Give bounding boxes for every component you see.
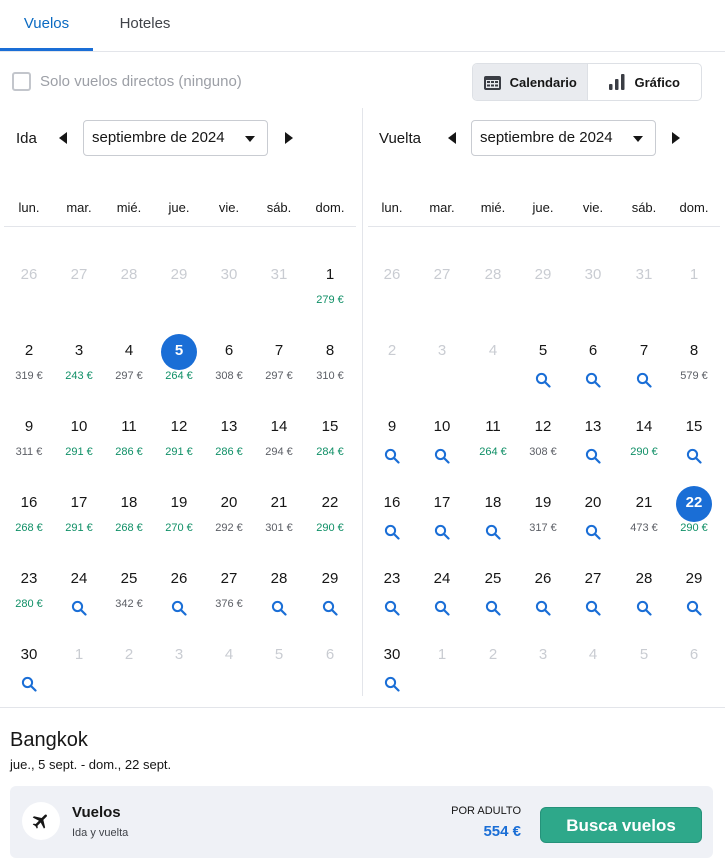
search-flights-button[interactable]: Busca vuelos: [540, 807, 702, 843]
return-month-select[interactable]: [471, 120, 656, 156]
day-price: 292 €: [215, 522, 243, 534]
day-cell: [417, 258, 467, 328]
day-number: 5: [161, 334, 197, 370]
day-number: 29: [170, 266, 188, 283]
day-number: 26: [383, 266, 401, 283]
day-number: 22: [321, 494, 339, 511]
return-calendar-header: [363, 120, 723, 156]
day-price: 310 €: [316, 370, 344, 382]
day-number: 29: [685, 570, 703, 587]
day-price: 319 €: [15, 370, 43, 382]
day-number: 31: [270, 266, 288, 283]
day-number: 1: [74, 646, 84, 663]
day-price: 311 €: [15, 446, 43, 458]
weekday-label: mié.: [480, 200, 506, 215]
day-cell: [54, 638, 104, 708]
day-number: 12: [170, 418, 188, 435]
search-icon[interactable]: [585, 524, 601, 540]
day-cell[interactable]: [54, 486, 104, 556]
day-cell: [468, 258, 518, 328]
graph-view-label: Gráfico: [634, 74, 680, 90]
weekday-label: mié.: [116, 200, 142, 215]
day-cell[interactable]: [154, 410, 204, 480]
day-cell[interactable]: [669, 334, 719, 404]
day-cell[interactable]: [305, 258, 355, 328]
day-cell[interactable]: [417, 486, 467, 556]
day-cell[interactable]: [154, 562, 204, 632]
day-number: 3: [437, 342, 447, 359]
calendar-icon: [483, 74, 502, 91]
next-month-icon[interactable]: [669, 130, 683, 146]
day-cell[interactable]: [4, 334, 54, 404]
day-number: 25: [484, 570, 502, 587]
weekday-label: lun.: [381, 200, 403, 215]
weekday-label: sáb.: [631, 200, 657, 215]
day-price: 290 €: [316, 522, 344, 534]
day-price: 286 €: [215, 446, 243, 458]
weekday-label: vie.: [582, 200, 604, 215]
day-number: 21: [270, 494, 288, 511]
day-number: 18: [484, 494, 502, 511]
day-number: 2: [387, 342, 397, 359]
day-cell[interactable]: [4, 486, 54, 556]
destination-title: Bangkok: [10, 729, 88, 751]
trip-dates: jue., 5 sept. - dom., 22 sept.: [10, 757, 172, 772]
day-cell: [367, 334, 417, 404]
day-number: 9: [387, 418, 397, 435]
day-cell[interactable]: [104, 486, 154, 556]
day-number: 7: [639, 342, 649, 359]
day-cell: [669, 638, 719, 708]
day-cell[interactable]: [568, 410, 618, 480]
day-cell: [518, 638, 568, 708]
day-price: 308 €: [215, 370, 243, 382]
direct-flights-filter[interactable]: [12, 70, 242, 92]
day-number: 27: [70, 266, 88, 283]
day-number: 3: [174, 646, 184, 663]
day-number: 11: [121, 418, 137, 435]
day-cell[interactable]: [568, 486, 618, 556]
day-cell: [204, 258, 254, 328]
day-cell[interactable]: [619, 562, 669, 632]
day-cell[interactable]: [417, 410, 467, 480]
day-number: 26: [20, 266, 38, 283]
day-cell: [568, 258, 618, 328]
day-cell[interactable]: [104, 410, 154, 480]
day-number: 14: [270, 418, 288, 435]
day-number: 3: [74, 342, 84, 359]
day-cell[interactable]: [568, 334, 618, 404]
day-cell[interactable]: [619, 334, 669, 404]
day-number: 26: [170, 570, 188, 587]
search-icon[interactable]: [384, 448, 400, 464]
day-cell[interactable]: [254, 410, 304, 480]
day-cell[interactable]: [204, 334, 254, 404]
day-number: 7: [274, 342, 284, 359]
search-icon[interactable]: [636, 600, 652, 616]
day-number: 16: [383, 494, 401, 511]
search-icon[interactable]: [71, 600, 87, 616]
day-cell[interactable]: [4, 410, 54, 480]
day-price: 291 €: [165, 446, 193, 458]
day-cell[interactable]: [568, 562, 618, 632]
day-cell[interactable]: [305, 486, 355, 556]
next-month-icon[interactable]: [282, 130, 296, 146]
day-cell: [568, 638, 618, 708]
day-number: 5: [538, 342, 548, 359]
day-cell-selected[interactable]: [669, 486, 719, 556]
plane-icon: [22, 802, 60, 840]
day-number: 4: [224, 646, 234, 663]
prev-month-icon[interactable]: [445, 130, 459, 146]
day-number: 4: [488, 342, 498, 359]
day-number: 20: [584, 494, 602, 511]
day-number: 12: [534, 418, 552, 435]
product-title: Vuelos: [72, 804, 121, 821]
direct-flights-label: Solo vuelos directos (ninguno): [40, 72, 242, 90]
search-icon[interactable]: [485, 524, 501, 540]
day-number: 9: [24, 418, 34, 435]
chevron-down-icon: [633, 136, 643, 142]
weekday-label: dom.: [315, 200, 345, 215]
outbound-month-select[interactable]: [83, 120, 268, 156]
product-subtitle: Ida y vuelta: [72, 827, 129, 839]
flight-summary-card: [10, 786, 713, 858]
calendar-view-label: Calendario: [509, 74, 577, 90]
day-cell[interactable]: [104, 334, 154, 404]
day-price: 290 €: [680, 522, 708, 534]
search-icon[interactable]: [21, 676, 37, 692]
day-number: 17: [70, 494, 88, 511]
day-number: 18: [120, 494, 138, 511]
day-cell[interactable]: [204, 562, 254, 632]
day-cell: [518, 258, 568, 328]
day-cell[interactable]: [518, 410, 568, 480]
day-cell[interactable]: [367, 410, 417, 480]
day-number: 28: [120, 266, 138, 283]
day-number: 2: [488, 646, 498, 663]
day-number: 27: [433, 266, 451, 283]
search-icon[interactable]: [322, 600, 338, 616]
calendar-view-button[interactable]: [473, 64, 588, 100]
tab-vuelos[interactable]: Vuelos: [0, 0, 93, 51]
day-number: 6: [588, 342, 598, 359]
day-number: 30: [220, 266, 238, 283]
calendar-divider: [362, 108, 363, 696]
day-price: 294 €: [265, 446, 293, 458]
day-price: 243 €: [65, 370, 93, 382]
chevron-down-icon: [245, 136, 255, 142]
search-icon[interactable]: [585, 448, 601, 464]
day-number: 15: [685, 418, 703, 435]
day-number: 1: [325, 266, 335, 283]
day-number: 19: [170, 494, 188, 511]
tab-hoteles[interactable]: Hoteles: [119, 15, 171, 32]
day-cell[interactable]: [254, 486, 304, 556]
weekday-divider: [4, 226, 356, 227]
day-cell[interactable]: [619, 410, 669, 480]
search-icon[interactable]: [171, 600, 187, 616]
day-price: 284 €: [316, 446, 344, 458]
day-price: 264 €: [479, 446, 507, 458]
day-cell[interactable]: [154, 486, 204, 556]
day-number: 27: [584, 570, 602, 587]
day-price: 376 €: [215, 598, 243, 610]
top-tabs: [0, 0, 725, 52]
day-number: 16: [20, 494, 38, 511]
day-number: 8: [325, 342, 335, 359]
day-number: 2: [24, 342, 34, 359]
search-icon[interactable]: [434, 448, 450, 464]
weekday-label: jue.: [168, 200, 190, 215]
day-cell[interactable]: [54, 410, 104, 480]
day-cell[interactable]: [518, 562, 568, 632]
day-price: 280 €: [15, 598, 43, 610]
search-icon[interactable]: [384, 676, 400, 692]
weekday-label: jue.: [532, 200, 554, 215]
day-cell: [468, 638, 518, 708]
day-number: 28: [270, 570, 288, 587]
day-cell[interactable]: [54, 334, 104, 404]
search-icon[interactable]: [585, 372, 601, 388]
day-cell[interactable]: [305, 562, 355, 632]
weekday-label: sáb.: [266, 200, 292, 215]
day-number: 6: [224, 342, 234, 359]
section-divider: [0, 707, 725, 708]
outbound-month-value: septiembre de 2024: [92, 129, 225, 146]
day-cell[interactable]: [518, 486, 568, 556]
day-cell[interactable]: [417, 562, 467, 632]
day-number: 17: [433, 494, 451, 511]
total-price: 554 €: [483, 823, 521, 840]
day-price: 291 €: [65, 446, 93, 458]
day-number: 24: [433, 570, 451, 587]
day-cell[interactable]: [468, 410, 518, 480]
day-price: 342 €: [115, 598, 143, 610]
day-cell: [4, 258, 54, 328]
day-price: 270 €: [165, 522, 193, 534]
search-icon[interactable]: [535, 372, 551, 388]
day-number: 25: [120, 570, 138, 587]
day-number: 21: [635, 494, 653, 511]
day-cell[interactable]: [669, 410, 719, 480]
return-month-value: septiembre de 2024: [480, 129, 613, 146]
day-cell[interactable]: [4, 562, 54, 632]
day-cell[interactable]: [367, 562, 417, 632]
day-cell: [204, 638, 254, 708]
day-cell: [468, 334, 518, 404]
weekday-divider: [368, 226, 720, 227]
day-cell: [305, 638, 355, 708]
day-number: 13: [220, 418, 238, 435]
graph-view-button[interactable]: [588, 64, 702, 100]
day-cell-selected[interactable]: [154, 334, 204, 404]
day-number: 26: [534, 570, 552, 587]
day-cell: [669, 258, 719, 328]
day-number: 15: [321, 418, 339, 435]
day-price: 291 €: [65, 522, 93, 534]
day-number: 19: [534, 494, 552, 511]
day-number: 4: [588, 646, 598, 663]
day-cell[interactable]: [204, 410, 254, 480]
day-number: 22: [676, 486, 712, 522]
day-price: 317 €: [529, 522, 557, 534]
day-cell[interactable]: [669, 562, 719, 632]
search-icon[interactable]: [384, 600, 400, 616]
day-cell: [154, 638, 204, 708]
day-price: 297 €: [115, 370, 143, 382]
day-number: 30: [20, 646, 38, 663]
day-cell: [54, 258, 104, 328]
day-number: 13: [584, 418, 602, 435]
day-cell[interactable]: [204, 486, 254, 556]
day-number: 10: [70, 418, 88, 435]
day-number: 31: [635, 266, 653, 283]
day-cell: [417, 638, 467, 708]
weekday-label: lun.: [18, 200, 40, 215]
day-number: 30: [584, 266, 602, 283]
weekday-label: dom.: [679, 200, 709, 215]
day-cell[interactable]: [254, 562, 304, 632]
weekday-label: mar.: [66, 200, 92, 215]
day-cell[interactable]: [305, 334, 355, 404]
direct-flights-checkbox[interactable]: [12, 72, 31, 91]
day-price: 264 €: [165, 370, 193, 382]
day-number: 29: [534, 266, 552, 283]
search-icon[interactable]: [434, 600, 450, 616]
day-cell: [104, 258, 154, 328]
search-icon[interactable]: [636, 372, 652, 388]
day-number: 11: [485, 418, 501, 435]
search-icon[interactable]: [535, 600, 551, 616]
day-number: 10: [433, 418, 451, 435]
day-number: 28: [635, 570, 653, 587]
day-cell[interactable]: [54, 562, 104, 632]
day-cell[interactable]: [254, 334, 304, 404]
day-price: 579 €: [680, 370, 708, 382]
day-price: 268 €: [115, 522, 143, 534]
day-number: 14: [635, 418, 653, 435]
day-cell: [619, 638, 669, 708]
day-number: 6: [689, 646, 699, 663]
day-cell: [104, 638, 154, 708]
day-cell[interactable]: [518, 334, 568, 404]
weekday-label: mar.: [429, 200, 455, 215]
day-number: 2: [124, 646, 134, 663]
search-icon[interactable]: [585, 600, 601, 616]
day-number: 27: [220, 570, 238, 587]
plane-icon-glyph: [31, 811, 51, 831]
bar-chart-icon: [608, 73, 626, 91]
day-number: 24: [70, 570, 88, 587]
day-number: 4: [124, 342, 134, 359]
view-toggle: [472, 63, 702, 101]
day-cell: [619, 258, 669, 328]
day-number: 5: [639, 646, 649, 663]
day-price: 473 €: [630, 522, 658, 534]
day-number: 3: [538, 646, 548, 663]
day-cell[interactable]: [4, 638, 54, 708]
day-price: 286 €: [115, 446, 143, 458]
day-cell[interactable]: [305, 410, 355, 480]
outbound-label: Ida: [16, 130, 37, 147]
day-cell[interactable]: [367, 486, 417, 556]
day-number: 5: [274, 646, 284, 663]
return-label: Vuelta: [379, 130, 421, 147]
day-cell[interactable]: [104, 562, 154, 632]
day-cell[interactable]: [468, 486, 518, 556]
day-cell: [367, 258, 417, 328]
day-price: 297 €: [265, 370, 293, 382]
day-number: 23: [20, 570, 38, 587]
day-cell[interactable]: [468, 562, 518, 632]
day-price: 268 €: [15, 522, 43, 534]
day-number: 28: [484, 266, 502, 283]
day-price: 279 €: [316, 294, 344, 306]
search-icon[interactable]: [384, 524, 400, 540]
search-icon[interactable]: [271, 600, 287, 616]
day-cell: [417, 334, 467, 404]
outbound-calendar-header: [0, 120, 360, 156]
day-price: 301 €: [265, 522, 293, 534]
weekday-label: vie.: [218, 200, 240, 215]
day-cell: [254, 258, 304, 328]
day-cell[interactable]: [619, 486, 669, 556]
day-cell[interactable]: [367, 638, 417, 708]
day-cell: [154, 258, 204, 328]
prev-month-icon[interactable]: [56, 130, 70, 146]
day-price: 290 €: [630, 446, 658, 458]
search-icon[interactable]: [434, 524, 450, 540]
price-caption: POR ADULTO: [451, 805, 521, 817]
search-icon[interactable]: [686, 600, 702, 616]
day-cell: [254, 638, 304, 708]
day-number: 23: [383, 570, 401, 587]
day-number: 1: [689, 266, 699, 283]
day-number: 8: [689, 342, 699, 359]
day-number: 1: [437, 646, 447, 663]
day-number: 20: [220, 494, 238, 511]
search-icon[interactable]: [686, 448, 702, 464]
day-number: 29: [321, 570, 339, 587]
day-price: 308 €: [529, 446, 557, 458]
search-icon[interactable]: [485, 600, 501, 616]
day-number: 6: [325, 646, 335, 663]
day-number: 30: [383, 646, 401, 663]
